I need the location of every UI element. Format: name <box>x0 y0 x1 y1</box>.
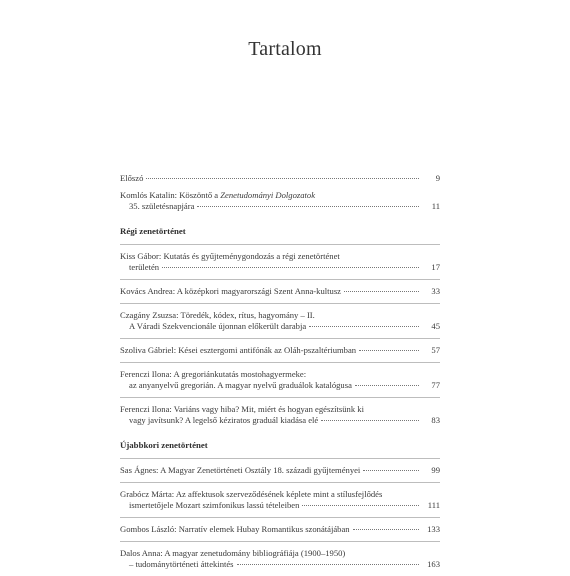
divider <box>120 541 440 542</box>
toc-entry-continuation: vagy javítsunk? A legelső kéziratos graduál kiadása elé <box>129 415 319 425</box>
toc-page-number: 83 <box>431 415 440 425</box>
leader-dots <box>363 470 419 471</box>
toc-entry <box>120 404 440 426</box>
toc-entry-title: Gombos László: Narratív elemek Hubay Romantikus szonátájában <box>120 524 350 534</box>
toc-entry-title: Sas Ágnes: A Magyar Zenetörténeti Osztály 18. századi gyűjteményei <box>120 465 361 475</box>
toc-entry-continuation: az anyanyelvű gregorián. A magyar nyelvű graduálok katalógusa <box>129 380 352 390</box>
toc-entry-title: Előszó <box>120 173 144 183</box>
leader-dots <box>162 267 419 268</box>
toc-entry-continuation: 35. születésnapjára <box>129 201 195 211</box>
leader-dots <box>146 178 419 179</box>
toc-entry <box>120 345 440 356</box>
toc-entry <box>120 310 440 332</box>
divider <box>120 244 440 245</box>
toc-entry <box>120 524 440 535</box>
leader-dots <box>344 291 419 292</box>
divider <box>120 279 440 280</box>
toc-page-number: 17 <box>431 262 440 272</box>
toc-page-number: 111 <box>427 500 440 510</box>
toc-entry-continuation: területén <box>129 262 160 272</box>
toc-entry <box>120 489 440 511</box>
table-of-contents <box>120 173 440 576</box>
toc-entry-title: Ferenczi Ilona: Variáns vagy hiba? Mit, miért és hogyan egészítsünk ki <box>120 404 364 414</box>
toc-entry-title: Grabócz Márta: Az affektusok szerveződésének képlete mint a stílusfejlődés <box>120 489 383 499</box>
leader-dots <box>353 529 419 530</box>
toc-entry-greeting <box>120 190 440 212</box>
toc-entry-preface <box>120 173 440 184</box>
toc-page-number: 11 <box>431 201 440 211</box>
toc-entry-title: Kovács Andrea: A középkori magyarországi Szent Anna-kultusz <box>120 286 341 296</box>
toc-page-number: 45 <box>431 321 440 331</box>
section-heading: Régi zenetörténet <box>120 226 186 236</box>
divider <box>120 338 440 339</box>
leader-dots <box>321 420 419 421</box>
toc-entry <box>120 251 440 273</box>
leader-dots <box>355 385 419 386</box>
toc-entry-continuation: A Váradi Szekvencionále újonnan előkerült darabja <box>129 321 307 331</box>
toc-page-number: 133 <box>427 524 440 534</box>
toc-entry-title: Dalos Anna: A magyar zenetudomány bibliográfiája (1900–1950) <box>120 548 346 558</box>
divider <box>120 458 440 459</box>
toc-page-number: 9 <box>435 173 440 183</box>
toc-page-number: 99 <box>431 465 440 475</box>
leader-dots <box>359 350 419 351</box>
leader-dots <box>302 505 419 506</box>
toc-entry-title: Ferenczi Ilona: A gregoriánkutatás mostohagyermeke: <box>120 369 307 379</box>
section-heading: Újabbkori zenetörténet <box>120 440 208 450</box>
toc-entry <box>120 548 440 570</box>
toc-entry <box>120 286 440 297</box>
divider <box>120 362 440 363</box>
toc-entry <box>120 465 440 476</box>
toc-entry-continuation: – tudománytörténeti áttekintés <box>129 559 234 569</box>
toc-entry-continuation: ismertetőjele Mozart szimfonikus lassú tételeiben <box>129 500 300 510</box>
toc-page-number: 33 <box>431 286 440 296</box>
leader-dots <box>237 564 419 565</box>
divider <box>120 482 440 483</box>
journal-title: Zenetudományi Dolgozatok <box>220 190 316 200</box>
page-title: Tartalom <box>248 38 322 60</box>
toc-entry-title: Szoliva Gábriel: Kései esztergomi antifónák az Oláh-pszaltériumban <box>120 345 357 355</box>
toc-page-number: 77 <box>431 380 440 390</box>
leader-dots <box>309 326 419 327</box>
toc-entry-title: Komlós Katalin: Köszöntő a Zenetudományi Dolgozatok <box>120 190 316 200</box>
divider <box>120 517 440 518</box>
toc-page-number: 57 <box>431 345 440 355</box>
divider <box>120 397 440 398</box>
leader-dots <box>197 206 419 207</box>
toc-entry-title: Kiss Gábor: Kutatás és gyűjteménygondozás a régi zenetörténet <box>120 251 340 261</box>
toc-page-number: 163 <box>427 559 440 569</box>
toc-entry-title: Czagány Zsuzsa: Töredék, kódex, rítus, hagyomány – II. <box>120 310 315 320</box>
toc-entry <box>120 369 440 391</box>
divider <box>120 303 440 304</box>
